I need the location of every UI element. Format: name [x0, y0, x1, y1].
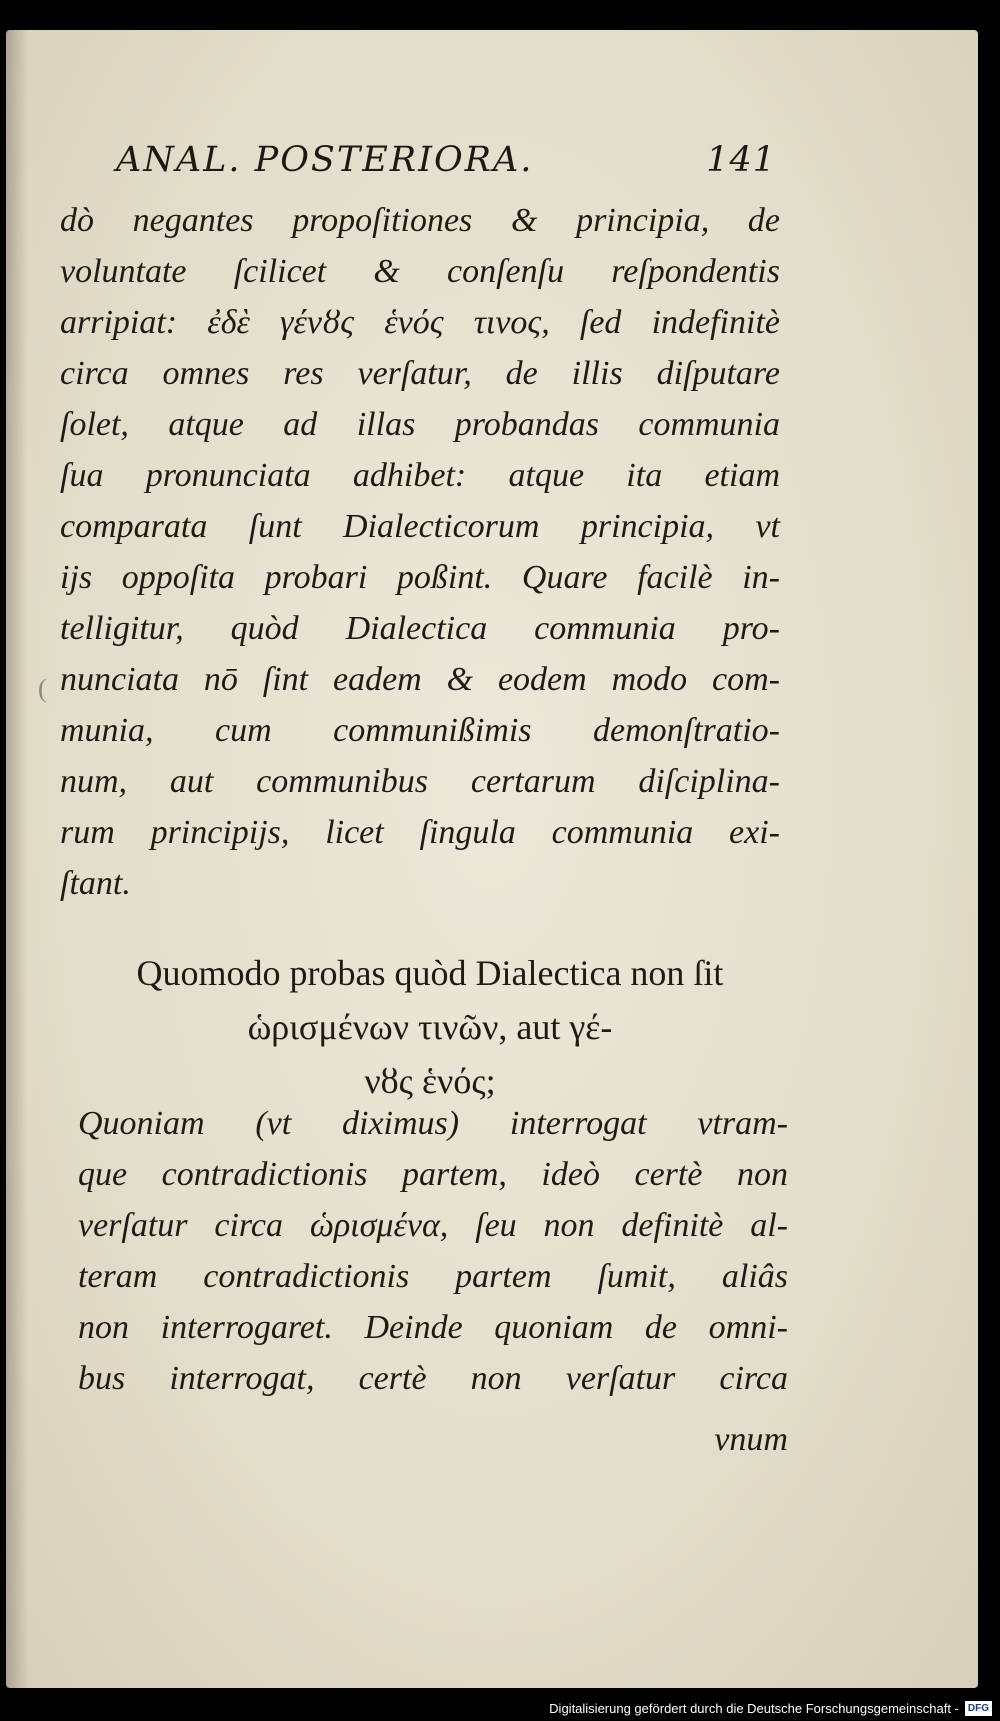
- paragraph-1: [60, 195, 780, 909]
- running-title: ANAL. POSTERIORA.: [116, 140, 534, 180]
- text-line: ſua pronunciata adhibet: atque ita etiam: [60, 457, 780, 494]
- section-heading: [70, 946, 790, 1108]
- text-line: dò negantes propoſitiones & principia, de: [60, 202, 780, 239]
- digitization-footer: [549, 1697, 992, 1719]
- text-line: nunciata nō ſint eadem & eodem modo com-: [60, 661, 780, 698]
- catchword: vnum: [714, 1421, 788, 1458]
- text-line: circa omnes res verſatur, de illis diſputare: [60, 355, 780, 392]
- text-line: teram contradictionis partem ſumit, aliâs: [78, 1258, 788, 1295]
- text-line: rum principijs, licet ſingula communia exi-: [60, 814, 780, 851]
- text-line: verſatur circa ὡρισμένα, ſeu non definitè al-: [78, 1207, 788, 1244]
- text-line: ijs oppoſita probari poßint. Quare facilè in-: [60, 559, 780, 596]
- text-line: ſolet, atque ad illas probandas communia: [60, 406, 780, 443]
- footer-credit: Digitalisierung gefördert durch die Deutsche Forschungsgemeinschaft -: [549, 1700, 959, 1716]
- page-number: 141: [706, 140, 776, 180]
- text-line: num, aut communibus certarum diſciplina-: [60, 763, 780, 800]
- paragraph-2: [78, 1098, 788, 1404]
- text-line: munia, cum communißimis demonſtratio-: [60, 712, 780, 749]
- text-line: Quoniam (vt diximus) interrogat vtram-: [78, 1105, 788, 1142]
- text-line: arripiat: ἐδὲ γένȣς ἑνός τινος, ſed indefinitè: [60, 304, 780, 341]
- gutter-shadow: [6, 30, 28, 1688]
- text-line: telligitur, quòd Dialectica communia pro-: [60, 610, 780, 647]
- heading-line: ὡρισμένων τινῶν, aut γέ-: [247, 1007, 613, 1047]
- text-line: bus interrogat, certè non verſatur circa: [78, 1360, 788, 1397]
- heading-line: Quomodo probas quòd Dialectica non ſit: [136, 953, 724, 993]
- text-line: ſtant.: [60, 865, 131, 902]
- text-line: comparata ſunt Dialecticorum principia, vt: [60, 508, 780, 545]
- text-line: que contradictionis partem, ideò certè non: [78, 1156, 788, 1193]
- margin-mark: (: [38, 674, 47, 703]
- running-header: [116, 140, 776, 180]
- dfg-logo: DFG: [965, 1701, 992, 1716]
- text-line: voluntate ſcilicet & conſenſu reſpondentis: [60, 253, 780, 290]
- heading-line: νȣς ἑνός;: [364, 1061, 496, 1101]
- text-line: non interrogaret. Deinde quoniam de omni-: [78, 1309, 788, 1346]
